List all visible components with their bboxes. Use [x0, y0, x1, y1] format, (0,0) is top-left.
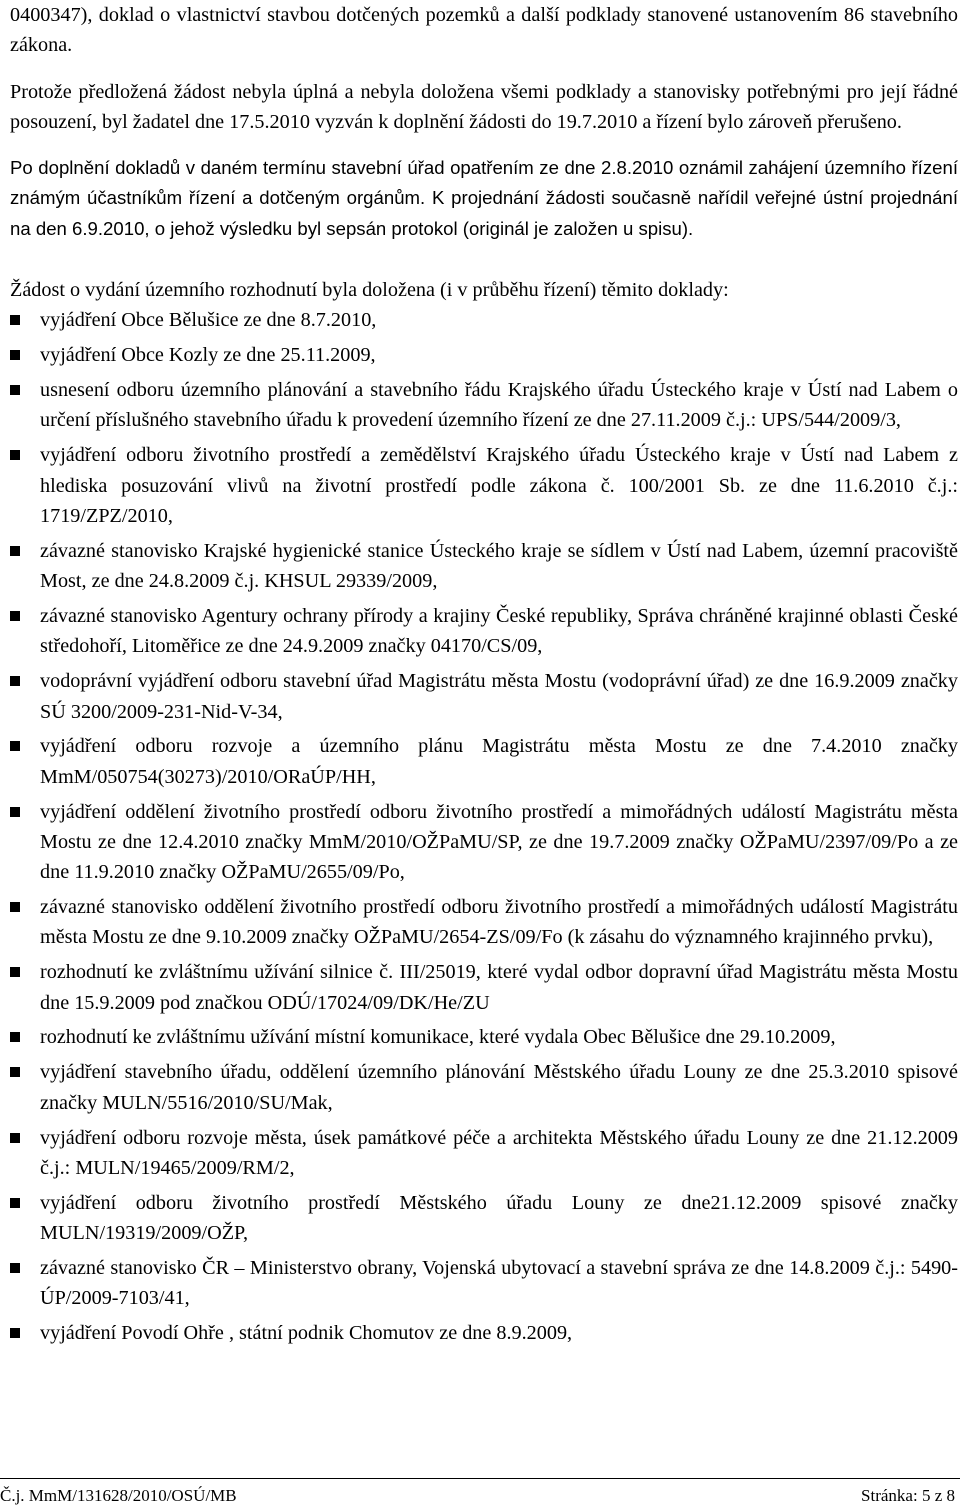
list-item-text: usnesení odboru územního plánování a stavebního řádu Krajského úřadu Ústeckého kraje v Ústí nad Labem o určení příslušného stavebního úřadu k provedení územního řízení ze dne 27.11.2009 č.j.: UPS/544/2009/3,	[40, 379, 958, 432]
paragraph-spacer	[10, 244, 958, 275]
square-bullet-icon	[10, 741, 20, 751]
square-bullet-icon	[10, 1263, 20, 1273]
list-item-text: závazné stanovisko Agentury ochrany přírody a krajiny České republiky, Správa chráněné krajinné oblasti České středohoří, Litoměřice ze dne 24.9.2009 značky 04170/CS/09,	[40, 605, 958, 658]
list-item	[10, 666, 958, 727]
reference-number: Č.j. MmM/131628/2010/OSÚ/MB	[0, 1486, 237, 1505]
list-item	[10, 305, 958, 335]
list-item	[10, 601, 958, 662]
paragraph-spacer	[10, 61, 958, 77]
paragraph-incomplete-application: Protože předložená žádost nebyla úplná a nebyla doložena všemi podklady a stanovisky potřebnými pro její řádné posouzení, byl žadatel dne 17.5.2010 vyzván k doplnění žádosti do 19.7.2010 a řízení bylo zároveň přerušeno.	[10, 80, 958, 133]
list-item-text: vyjádření Povodí Ohře , státní podnik Chomutov ze dne 8.9.2009,	[40, 1322, 573, 1345]
list-item	[10, 1253, 958, 1314]
list-item-text: vyjádření odboru rozvoje a územního plánu Magistrátu města Mostu ze dne 7.4.2010 značky MmM/050754(30273)/2010/ORaÚP/HH,	[40, 735, 958, 788]
list-item	[10, 797, 958, 888]
list-intro: Žádost o vydání územního rozhodnutí byla doložena (i v průběhu řízení) těmito doklady:	[10, 279, 729, 302]
paragraph-supporting-documents: 0400347), doklad o vlastnictví stavbou dotčených pozemků a další podklady stanovené ustanovením 86 stavebního zákona.	[10, 4, 958, 57]
list-item-text: závazné stanovisko oddělení životního prostředí odboru životního prostředí a mimořádných událostí Magistrátu města Mostu ze dne 9.10.2009 značky OŽPaMU/2654-ZS/09/Fo (k zásahu do významného krajinného prvku),	[40, 896, 958, 949]
list-item-text: vyjádření odboru životního prostředí a zemědělství Krajského úřadu Ústeckého kraje v Ústí nad Labem z hlediska posuzování vlivů na životní prostředí podle zákona č. 100/2001 Sb. ze dne 11.6.2010 č.j.: 1719/ZPZ/2010,	[40, 444, 958, 527]
list-item	[10, 731, 958, 792]
list-item-text: vyjádření odboru životního prostředí Městského úřadu Louny ze dne21.12.2009 spisové značky MULN/19319/2009/OŽP,	[40, 1191, 958, 1244]
document-body	[10, 0, 958, 1353]
list-item	[10, 957, 958, 1018]
list-item-text: vyjádření oddělení životního prostředí odboru životního prostředí a mimořádných událostí Magistrátu města Mostu ze dne 12.4.2010 značky MmM/2010/OŽPaMU/SP, ze dne 19.7.2009 značky OŽPaMU/2397/09/Po a ze dne 11.9.2010 značky OŽPaMU/2655/09/Po,	[40, 800, 958, 884]
list-item	[10, 340, 958, 370]
square-bullet-icon	[10, 546, 20, 556]
paragraph-spacer	[10, 137, 958, 153]
square-bullet-icon	[10, 676, 20, 686]
square-bullet-icon	[10, 611, 20, 621]
list-item	[10, 1123, 958, 1184]
square-bullet-icon	[10, 1198, 20, 1208]
footer-divider	[0, 1478, 960, 1479]
list-item-text: rozhodnutí ke zvláštnímu užívání silnice č. III/25019, které vydal odbor dopravní úřad Magistrátu města Mostu dne 15.9.2009 pod značkou ODÚ/17024/09/DK/He/ZU	[40, 961, 958, 1014]
square-bullet-icon	[10, 385, 20, 395]
list-item	[10, 375, 958, 436]
list-item	[10, 536, 958, 597]
list-item	[10, 440, 958, 531]
list-item-text: závazné stanovisko ČR – Ministerstvo obrany, Vojenská ubytovací a stavební správa ze dne 14.8.2009 č.j.: 5490-ÚP/2009-7103/41,	[40, 1256, 958, 1310]
list-item-text: rozhodnutí ke zvláštnímu užívání místní komunikace, které vydala Obec Bělušice dne 29.10.2009,	[40, 1026, 836, 1049]
documents-list	[10, 305, 958, 1348]
page-footer	[0, 1478, 960, 1509]
list-item	[10, 1022, 958, 1052]
list-item-text: vyjádření Obce Kozly ze dne 25.11.2009,	[40, 344, 376, 367]
square-bullet-icon	[10, 315, 20, 325]
list-item	[10, 1057, 958, 1118]
paragraph-proceedings-commenced: Po doplnění dokladů v daném termínu stavební úřad opatřením ze dne 2.8.2010 oznámil zahájení územního řízení známým účastníkům řízení a dotčeným orgánům. K projednání žádosti současně nařídil veřejné ústní projednání na den 6.9.2010, o jehož výsledku byl sepsán protokol (originál je založen u spisu).	[10, 157, 958, 239]
list-item	[10, 1318, 958, 1348]
square-bullet-icon	[10, 1328, 20, 1338]
list-item	[10, 892, 958, 953]
list-item-text: vyjádření odboru rozvoje města, úsek památkové péče a architekta Městského úřadu Louny ze dne 21.12.2009 č.j.: MULN/19465/2009/RM/2,	[40, 1126, 958, 1179]
square-bullet-icon	[10, 1032, 20, 1042]
square-bullet-icon	[10, 350, 20, 360]
square-bullet-icon	[10, 967, 20, 977]
square-bullet-icon	[10, 1133, 20, 1143]
square-bullet-icon	[10, 1067, 20, 1077]
list-item-text: vyjádření stavebního úřadu, oddělení územního plánování Městského úřadu Louny ze dne 25.3.2010 spisové značky MULN/5516/2010/SU/Mak,	[40, 1061, 958, 1114]
square-bullet-icon	[10, 902, 20, 912]
list-item	[10, 1188, 958, 1249]
square-bullet-icon	[10, 807, 20, 817]
page-number: Stránka: 5 z 8	[861, 1486, 955, 1505]
list-item-text: vodoprávní vyjádření odboru stavební úřad Magistrátu města Mostu (vodoprávní úřad) ze dne 16.9.2009 značky SÚ 3200/2009-231-Nid-V-34,	[40, 670, 958, 723]
list-item-text: vyjádření Obce Bělušice ze dne 8.7.2010,	[40, 309, 377, 332]
square-bullet-icon	[10, 450, 20, 460]
list-item-text: závazné stanovisko Krajské hygienické stanice Ústeckého kraje se sídlem v Ústí nad Labem, územní pracoviště Most, ze dne 24.8.2009 č.j. KHSUL 29339/2009,	[40, 539, 958, 593]
